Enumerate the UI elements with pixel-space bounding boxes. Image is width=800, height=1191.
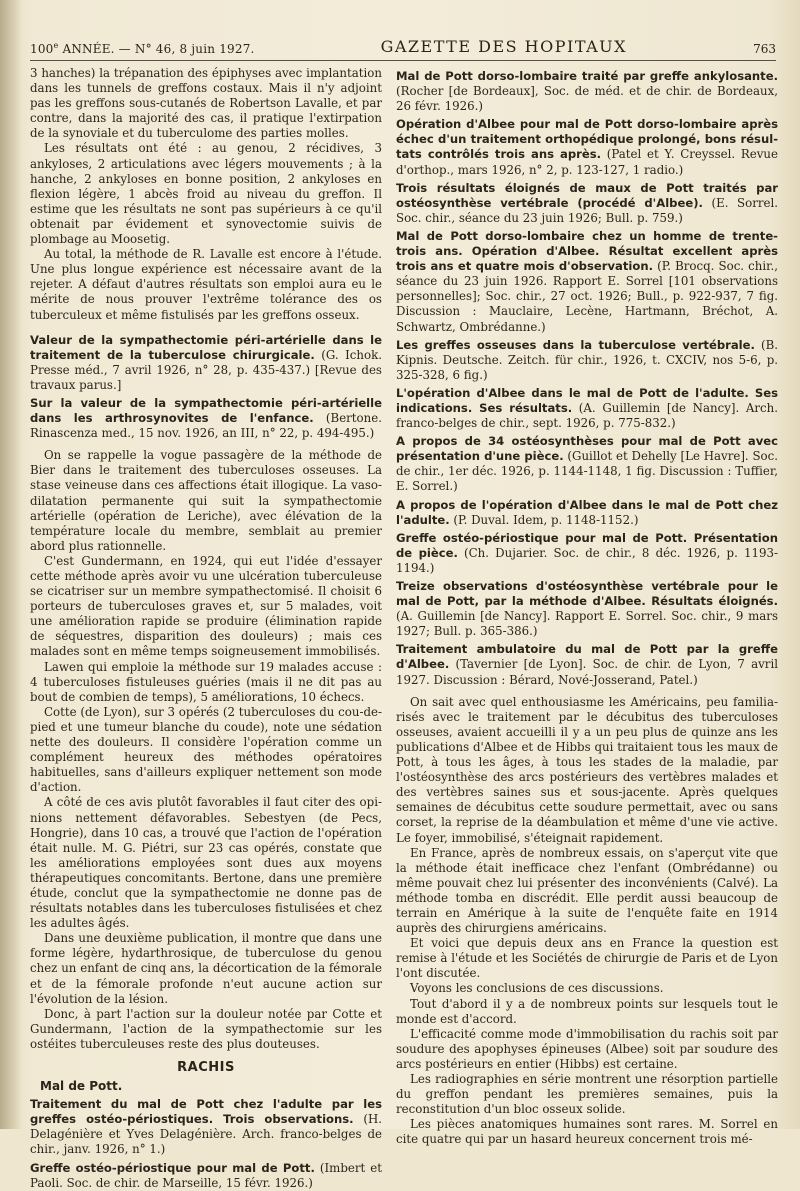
left-column (30, 66, 382, 1190)
bib-title: Greffe ostéo-périostique pour mal de Pott. Présentation de pièce. (396, 530, 778, 560)
page-number: 763 (753, 42, 776, 56)
bibliography-entry (396, 498, 778, 528)
bib-reference: (E. Sorrel. Soc. chir., séance du 23 juin 1926; Bull. p. 759.) (396, 195, 778, 225)
bibliography-entry (30, 333, 382, 393)
bib-title: Treize observations d'ostéosynthèse vertébrale pour le mal de Pott, par la méthode d'Albee. Résultats éloignés. (396, 579, 778, 609)
paragraph: Au total, la méthode de R. Lavalle est encore à l'étude. Une plus longue expérience est nécessaire avant de la rejeter. A défaut d'autres résultats son emploi aura eu le mérite de nous prouver l'extrême tolérance des os tuberculeux et même fistulisés par les greffons osseux. (30, 247, 382, 322)
bibliography-entry (396, 434, 778, 494)
paragraph: En France, après de nombreux essais, on s'aperçut vite que la méthode était inefficace chez l'enfant (Ombrédanne) ou même pouvait chez lui présenter des inconvénients (Calvé). La méthode tomba en discrédit. Elle perdit aussi beaucoup de terrain en Amérique à la suite de l'enquête faite en 1914 auprès des chirurgiens américains. (396, 845, 778, 936)
page-binding-shadow (0, 0, 22, 1129)
paragraph: C'est Gundermann, en 1924, qui eut l'idée d'essayer cette méthode après avoir vu une ulcération tuberculeuse se cicatriser sur un membre sympathectomisé. Il choisit 6 porteurs de tuberculoses graves et, sur 5 malades, voit une amélioration rapide se produire (élimination rapide de séquestres, disparition des douleurs) ; mais ces malades sont en même temps soigneusement immobilisés. (30, 553, 382, 659)
bibliography-entry (30, 1161, 382, 1191)
bib-reference: (Guillot et Dehelly [Le Havre]. Soc. de chir., 1er déc. 1926, p. 1144-1148, 1 fig. Discussion : Tuffier, E. Sorrel.) (396, 449, 778, 494)
bibliography-entry (396, 69, 778, 114)
bib-reference: (P. Duval. Idem, p. 1148-1152.) (449, 512, 639, 527)
bib-title: Trois résultats éloignés de maux de Pott traités par ostéosynthèse vertébrale (procédé d'Albee). (396, 180, 778, 210)
paragraph: Lawen qui emploie la méthode sur 19 malades accuse : 4 tuberculoses fistuleuses guéries (mais il ne dit pas au bout de combien de temps), 5 améliorations, 10 échecs. (30, 659, 382, 704)
bib-reference: (Rocher [de Bordeaux], Soc. de méd. et de chir. de Bordeaux, 26 févr. 1926.) (396, 84, 778, 114)
bib-reference: (G. Ichok. Presse méd., 7 avril 1926, n° 28, p. 435-437.) [Revue des travaux parus.] (30, 347, 382, 392)
bib-reference: (Patel et Y. Creyssel. Revue d'orthop., mars 1926, n° 2, p. 123-127, 1 radio.) (396, 147, 779, 177)
bib-reference: (Tavernier [de Lyon]. Soc. de chir. de Lyon, 7 avril 1927. Discussion : Bérard, Nové-Josserand, Patel.) (396, 657, 778, 687)
paragraph: Donc, à part l'action sur la douleur notée par Cotte et Gundermann, l'action de la sympathectomie sur les ostéites tuberculeuses reste des plus douteuses. (30, 1006, 382, 1051)
bib-title: Sur la valeur de la sympathectomie péri-artérielle dans les arthrosynovites de l'enfance. (30, 395, 382, 426)
bib-title: A propos de 34 ostéosynthèses pour mal de Pott avec présentation d'une pièce. (396, 434, 778, 464)
paragraph: On se rappelle la vogue passagère de la méthode de Bier dans le traitement des tuberculoses osseuses. La stase veineuse dans ces affections était illogique. La vaso-dilatation permanente qui suit la sympathectomie artérielle (opération de Leriche), avec élévation de la température locale du membre, semblait au premier abord plus rationnelle. (30, 448, 382, 553)
paragraph: 3 hanches) la trépanation des épiphyses avec implantation dans les tunnels de greffons costaux. Mais il n'y adjoint pas les greffons sous-cutanés de Robertson Lavalle, et par contre, dans la majorité des cas, il pratique l'extirpation de la synoviale et du tuberculome des parties molles. (30, 66, 382, 141)
issue-year-suffix: e (53, 41, 59, 50)
section-heading: RACHIS (177, 1060, 235, 1075)
bibliography-entry (396, 642, 778, 687)
paragraph: A côté de ces avis plutôt favorables il faut citer des opinions nettement défavorables. Sebestyen (de Pecs, Hongrie), dans 10 cas, a trouvé que l'action de l'opération était nulle. M. G. Piétri, sur 23 cas opérés, constate que les améliorations employées sont dues aux moyens thérapeutiques concomitants. Bertone, dans une première étude, conclut que la sympathectomie ne donne pas de résultats notables dans les tuberculoses fistulisées et chez les adultes âgés. (30, 795, 382, 931)
bib-title: L'opération d'Albee dans le mal de Pott de l'adulte. Ses indications. Ses résultats. (396, 385, 778, 415)
bibliography-entry (396, 531, 778, 576)
bib-title: A propos de l'opération d'Albee dans le mal de Pott chez l'adulte. (396, 497, 778, 527)
bibliography-entry (30, 1097, 382, 1157)
paragraph: Voyons les conclusions de ces discussions. (410, 981, 664, 996)
bibliography-entry (396, 386, 778, 431)
bib-title: Valeur de la sympathectomie péri-artérielle dans le traitement de la tuberculose chirurgicale. (30, 332, 382, 362)
issue-year-number: 100 (30, 42, 54, 56)
bibliography-entry (396, 181, 778, 226)
bibliography-entry (396, 338, 778, 383)
paragraph: Cotte (de Lyon), sur 3 opérés (2 tuberculoses du cou-de-pied et une tumeur blanche du coude), note une sédation nette des douleurs. Il considère l'opération comme un complément heureux des méthodes opératoires habituelles, sans d'ailleurs expliquer nettement son mode d'action. (30, 704, 382, 795)
bib-reference: (A. Guillemin [de Nancy]. Arch. franco-belges de chir., sept. 1926, p. 775-832.) (396, 400, 778, 431)
paragraph: Dans une deuxième publication, il montre que dans une forme légère, hydarthrosique, de tuberculose du genou chez un enfant de cinq ans, la décortication de la fémorale et de la fémorale profonde n'eut aucune action sur l'évolution de la lésion. (30, 931, 382, 1006)
bib-title: Mal de Pott dorso-lombaire traité par greffe ankylosante. (396, 69, 778, 83)
issue-info (30, 41, 255, 56)
bib-reference: (B. Kipnis. Deutsche. Zeitch. für chir., 1926, t. CXCIV, nos 5-6, p. 325-328, 6 fig.) (396, 337, 778, 382)
bib-title: Mal de Pott dorso-lombaire chez un homme de trente-trois ans. Opération d'Albee. Résultat excellent après trois ans et quatre mois d'observation. (396, 228, 778, 274)
subsection-heading: Mal de Pott. (40, 1079, 123, 1094)
page-header (30, 22, 776, 61)
journal-title: GAZETTE DES HOPITAUX (380, 37, 628, 56)
issue-date: ANNÉE. — N° 46, 8 juin 1927. (58, 42, 255, 56)
bibliography-entry (30, 396, 382, 441)
paragraph: On sait avec quel enthousiasme les Américains, peu familiarisés avec le traitement par le décubitus des tuberculoses osseuses, avaient accueilli il y a un peu plus de quinze ans les publications d'Albee et de Hibbs qui traitaient tous les maux de Pott, à tous les âges, à tous les stades de la maladie, par l'ostéosynthèse des arcs postérieurs des vertèbres malades et des vertèbres saines sus et sous-jacente. Après quelques semaines de décubitus cette soudure permettait, avec ou sans corset, la reprise de la déambulation et même d'une vie active. Le foyer, immobilisé, s'éteignait rapidement. (396, 694, 778, 845)
bib-title: Traitement du mal de Pott chez l'adulte par les greffes ostéo-périostiques. Trois observations. (30, 1097, 382, 1127)
bib-title: Traitement ambulatoire du mal de Pott par la greffe d'Albee. (396, 642, 778, 672)
bib-reference: (A. Guillemin [de Nancy]. Rapport E. Sorrel. Soc. chir., 9 mars 1927; Bull. p. 365-386.) (396, 609, 778, 639)
bib-reference: (P. Brocq. Soc. chir., séance du 23 juin 1926. Rapport E. Sorrel [101 observations personnelles]; Soc. chir., 27 oct. 1926; Bull., p. 922-937, 7 fig. Discussion : Mauclaire, Lecène, Hartmann, Bréchot, A. Schwartz, Ombrédanne.) (396, 259, 778, 334)
bib-title: Greffe ostéo-périostique pour mal de Pott. (30, 1160, 315, 1175)
bib-title: Opération d'Albee pour mal de Pott dorso-lombaire après échec d'un traitement orthopédique prolongé, bons résultats contrôlés trois ans après. (396, 117, 778, 162)
bib-reference: (H. Delagénière et Yves Delagénière. Arch. franco-belges de chir., janv. 1926, n° 1.) (30, 1112, 382, 1157)
paragraph: Tout d'abord il y a de nombreux points sur lesquels tout le monde est d'accord. (396, 996, 778, 1026)
bib-reference: (Ch. Dujarier. Soc. de chir., 8 déc. 1926, p. 1193-1194.) (396, 545, 778, 575)
bibliography-entry (396, 117, 778, 177)
paragraph: Les résultats ont été : au genou, 2 récidives, 3 ankyloses, 2 articulations avec légers mouvements ; à la hanche, 2 ankyloses en bonne position, 2 ankyloses en flexion légère, 1 abcès froid au niveau du greffon. Il estime que les résultats ne sont pas supérieurs à ce qu'il obtenait par évidement et synovectomie suivis de plombage au Moosetig. (30, 141, 382, 247)
bibliography-entry (396, 579, 778, 639)
bibliography-entry (396, 229, 778, 335)
paragraph: Et voici que depuis deux ans en France la question est remise à l'étude et les Sociétés de chirurgie de Paris et de Lyon l'ont discutée. (396, 936, 778, 981)
paragraph: Les pièces anatomiques humaines sont rares. M. Sorrel en cite quatre qui par un hasard heureux concernent trois mé- (396, 1117, 778, 1147)
bib-reference: (Bertone. Rinascenza med., 15 nov. 1926, an III, n° 22, p. 494-495.) (30, 411, 382, 441)
bib-title: Les greffes osseuses dans la tuberculose vertébrale. (396, 337, 755, 352)
bib-reference: (Imbert et Paoli. Soc. de chir. de Marseille, 15 févr. 1926.) (30, 1160, 382, 1190)
paragraph: L'efficacité comme mode d'immobilisation du rachis soit par soudure des apophyses épineuses (Albee) soit par soudure des arcs postérieurs en entier (Hibbs) est certaine. (396, 1026, 778, 1071)
paragraph: Les radiographies en série montrent une résorption partielle du greffon pendant les premières semaines, puis la reconstitution d'un bloc osseux solide. (396, 1072, 778, 1117)
right-column (396, 66, 779, 1147)
